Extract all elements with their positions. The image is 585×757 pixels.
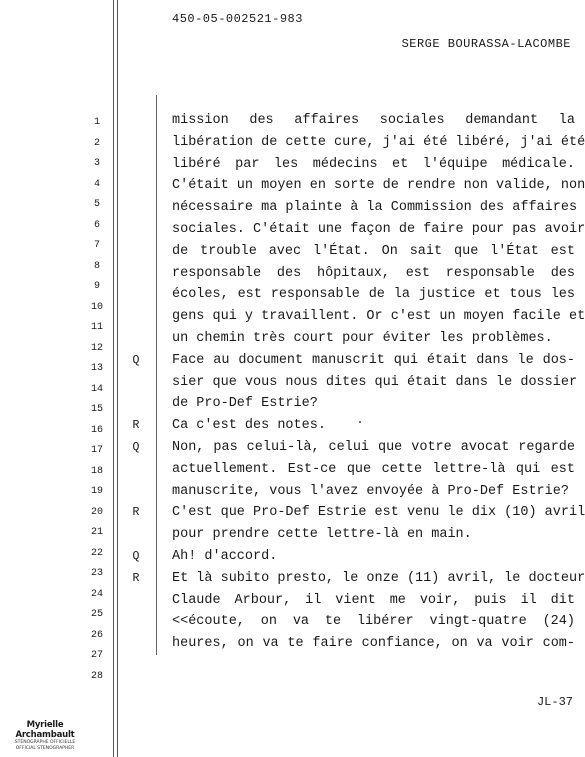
margin-rule-text xyxy=(156,95,157,655)
transcript-line: écoles, est responsable de la justice et tous les xyxy=(172,287,575,303)
line-number: 20 xyxy=(90,506,103,518)
line-number: 23 xyxy=(90,568,103,579)
transcript-line: responsable des hôpitaux, est responsable des xyxy=(172,265,575,281)
margin-rule-left xyxy=(113,0,114,757)
line-number: 12 xyxy=(90,342,103,354)
transcript-line: de trouble avec l'État. On sait que l'État est xyxy=(172,243,575,259)
reporter-title-fr: STÉNOGRAPHE OFFICIELLE xyxy=(14,740,76,745)
line-number: 28 xyxy=(90,670,103,682)
line-number: 3 xyxy=(93,158,100,169)
line-number: 7 xyxy=(93,240,100,251)
reporter-title-en: OFFICIAL STENOGRAPHER xyxy=(15,746,75,751)
transcript-line: manuscrite, vous l'avez envoyée à Pro-Def Estrie? xyxy=(172,483,569,499)
transcript-line: Ah! d'accord. xyxy=(172,549,278,564)
line-number: 22 xyxy=(90,547,103,559)
line-number: 15 xyxy=(90,404,103,415)
speck-mark xyxy=(359,421,361,423)
answer-marker: R xyxy=(132,571,140,585)
line-number: 13 xyxy=(90,363,103,374)
line-number: 10 xyxy=(90,301,103,313)
transcript-line: Ca c'est des notes. xyxy=(172,418,326,434)
transcript-line: actuellement. Est-ce que cette lettre-là qui est xyxy=(172,461,575,477)
reporter-name: Myrielle Archambault xyxy=(15,720,75,740)
transcript-line: sier que vous nous dites qui était dans le dossier xyxy=(172,374,578,390)
line-number: 5 xyxy=(93,199,100,210)
line-number: 8 xyxy=(93,260,100,272)
answer-marker: R xyxy=(132,506,140,520)
transcript-line: un chemin très court pour éviter les problèmes. xyxy=(172,331,553,346)
line-number: 21 xyxy=(90,527,103,538)
transcript-line: sociales. C'était une façon de faire pour pas avoir xyxy=(172,222,585,237)
line-number: 18 xyxy=(90,465,103,477)
line-number: 26 xyxy=(90,629,103,641)
line-number: 24 xyxy=(90,588,103,600)
line-number: 16 xyxy=(90,424,103,436)
line-number: 25 xyxy=(90,609,103,620)
transcript-line: libération de cette cure, j'ai été libéré, j'ai été xyxy=(172,134,585,150)
transcript-line: mission des affaires sociales demandant la xyxy=(172,113,575,128)
transcript-line: <<écoute, on va te libérer vingt-quatre (24) xyxy=(172,614,575,630)
line-number: 1 xyxy=(93,117,100,128)
case-number: 450-05-002521-983 xyxy=(172,12,303,26)
transcript-line: heures, on va te faire confiance, on va voir com- xyxy=(172,636,575,652)
line-number: 6 xyxy=(93,219,100,231)
witness-name: SERGE BOURASSA-LACOMBE xyxy=(401,37,571,51)
line-number: 17 xyxy=(90,445,103,456)
page-label: JL-37 xyxy=(536,695,573,709)
transcript-line: gens qui y travaillent. Or c'est un moyen facile et xyxy=(172,309,585,325)
transcript-line: pour prendre cette lettre-là en main. xyxy=(172,527,472,543)
line-number: 14 xyxy=(90,383,103,395)
transcript-line: libéré par les médecins et l'équipe médicale. xyxy=(172,156,575,172)
line-number: 4 xyxy=(93,178,100,190)
transcript-line: Et là subito presto, le onze (11) avril, le docteur xyxy=(172,570,585,586)
line-number: 27 xyxy=(90,650,103,661)
line-number: 2 xyxy=(93,137,100,149)
transcript-line: C'était un moyen en sorte de rendre non valide, non xyxy=(172,178,585,194)
line-number: 19 xyxy=(90,486,103,497)
transcript-line: Non, pas celui-là, celui que votre avocat regarde xyxy=(172,440,575,455)
transcript-line: C'est que Pro-Def Estrie est venu le dix (10) avril xyxy=(172,505,585,521)
reporter-stamp xyxy=(4,720,86,752)
question-marker: Q xyxy=(132,550,140,563)
line-number: 9 xyxy=(93,281,100,292)
margin-rule-left-inner xyxy=(117,0,118,757)
transcript-line: nécessaire ma plainte à la Commission des affaires xyxy=(172,200,578,216)
answer-marker: R xyxy=(132,419,140,433)
question-marker: Q xyxy=(132,353,140,367)
transcript-line: Face au document manuscrit qui était dans le dos- xyxy=(172,352,575,368)
question-marker: Q xyxy=(132,441,140,454)
transcript-line: de Pro-Def Estrie? xyxy=(172,396,318,412)
transcript-line: Claude Arbour, il vient me voir, puis il dit xyxy=(172,592,575,608)
line-number: 11 xyxy=(90,322,103,333)
